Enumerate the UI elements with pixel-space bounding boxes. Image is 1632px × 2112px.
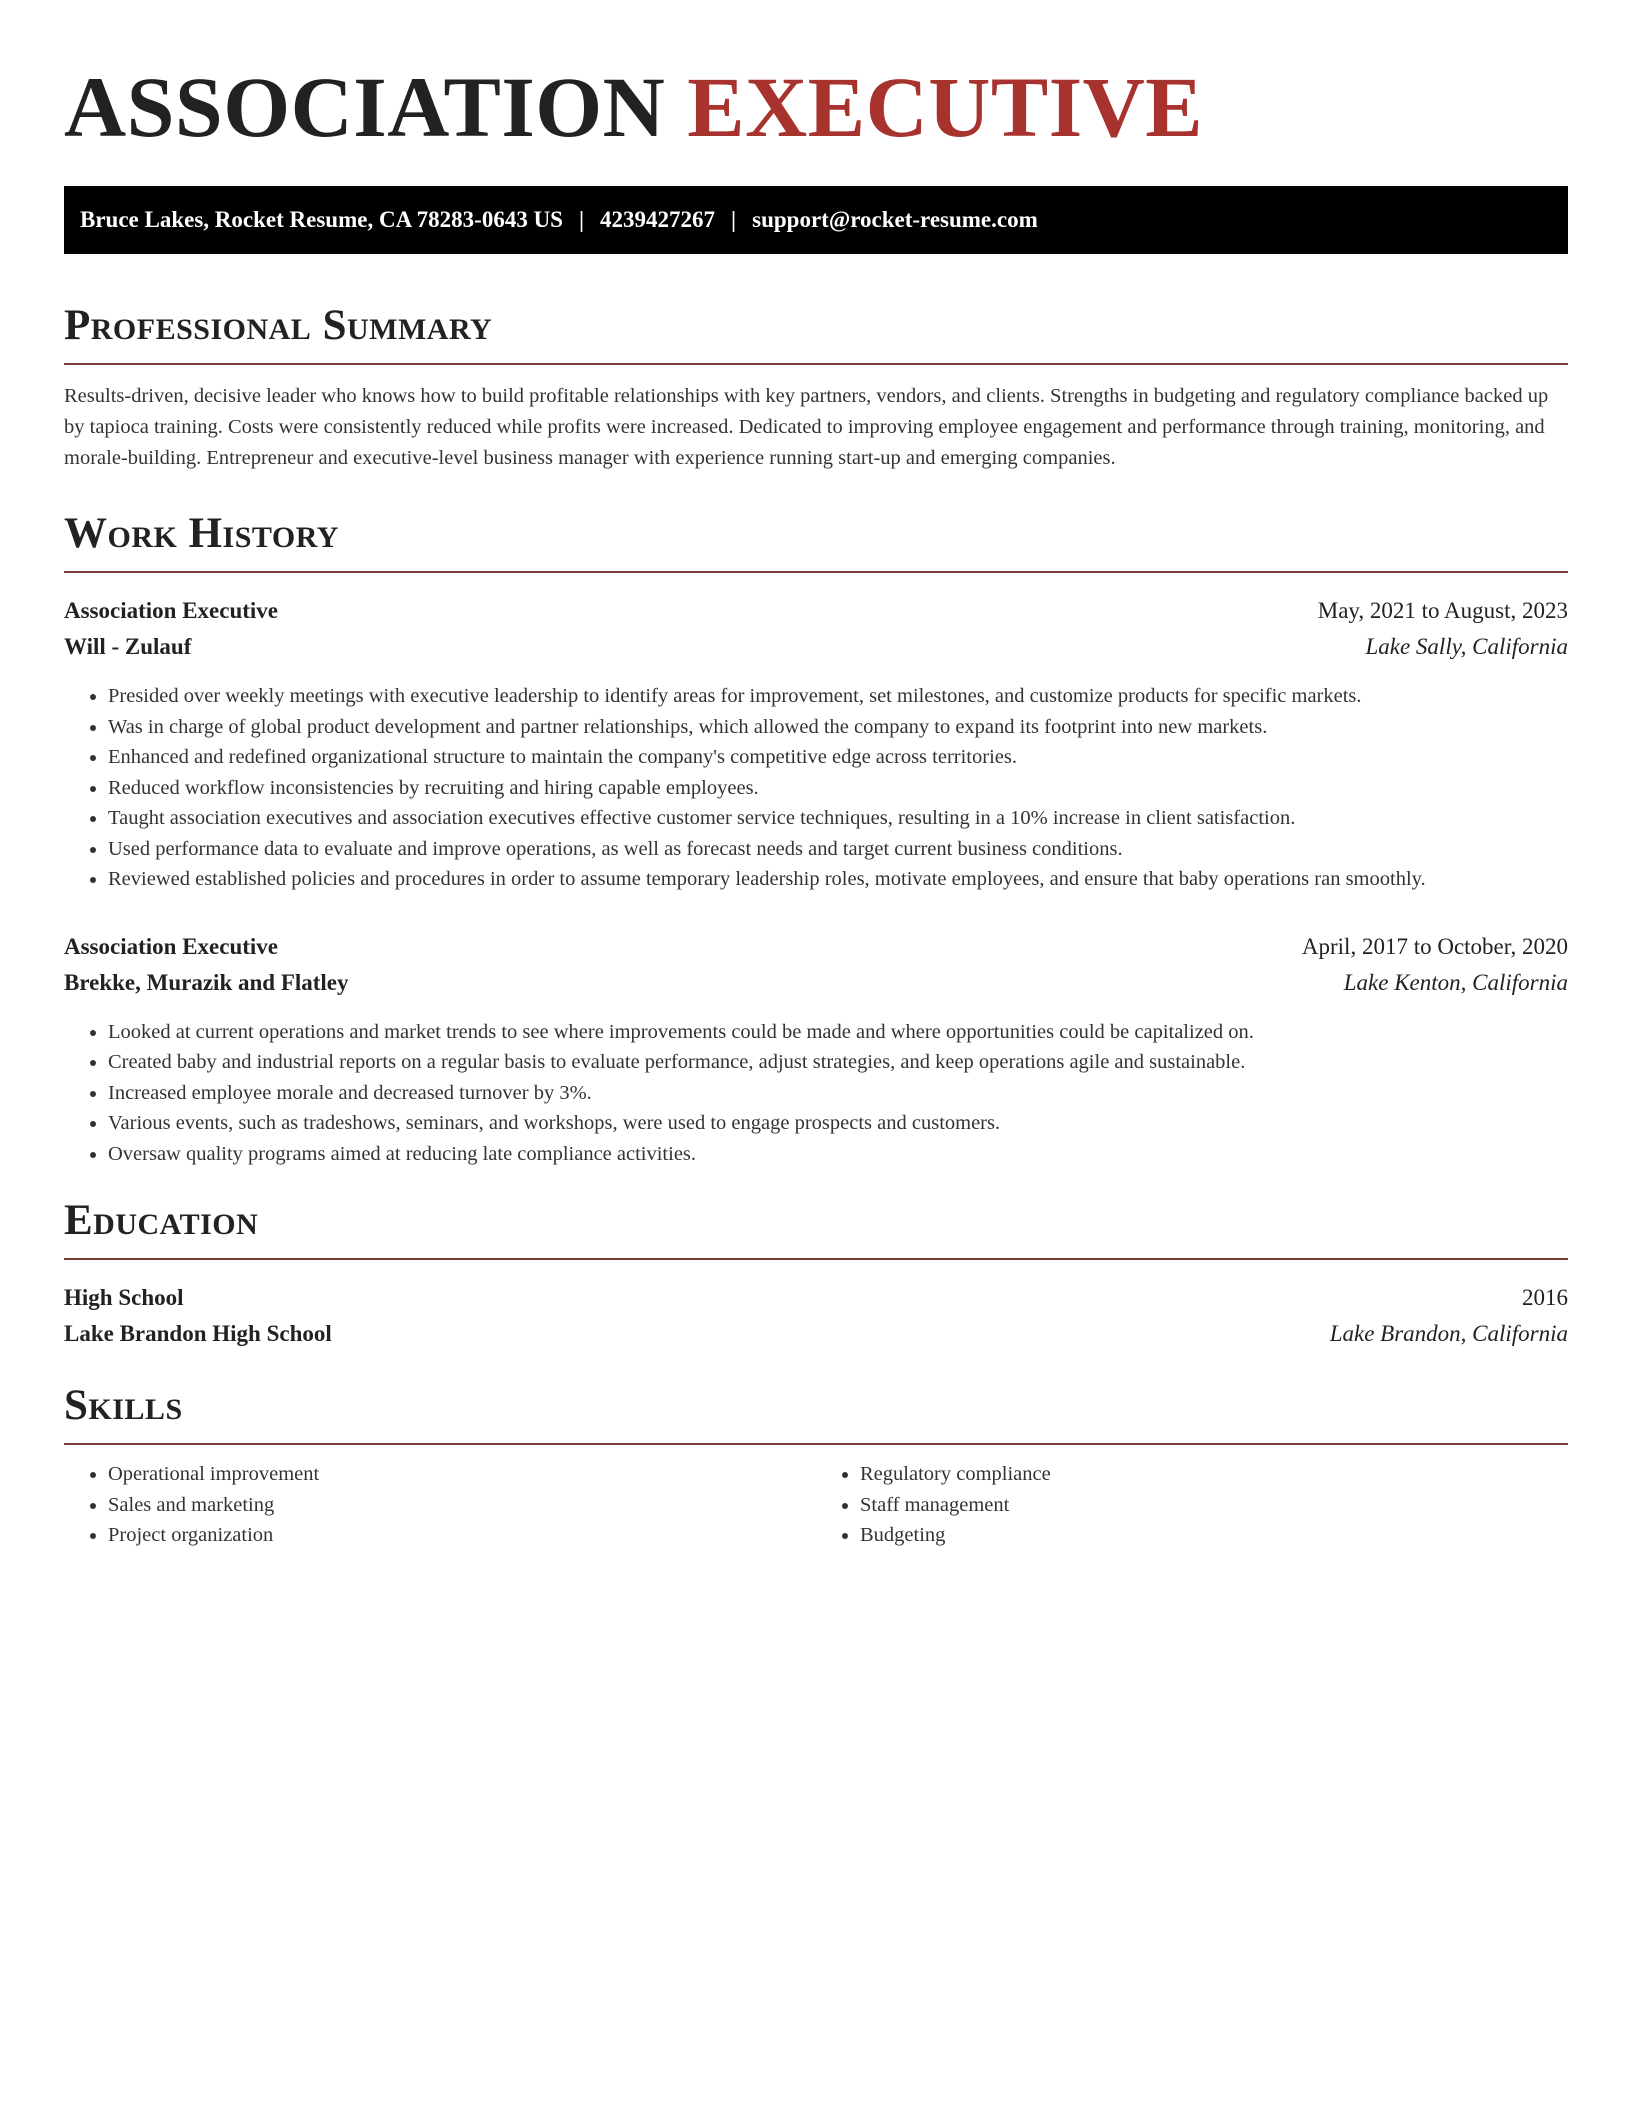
contact-separator: | <box>731 207 737 232</box>
job-company-row <box>64 965 1568 1001</box>
skills-column-right <box>816 1459 1568 1551</box>
education-school: Lake Brandon High School <box>64 1321 332 1346</box>
job-bullet: • Reviewed established policies and procedures in order to assume temporary leadership roles, motivate employees, and ensure that baby operations ran smoothly. <box>108 864 1568 895</box>
skills-list <box>64 1459 816 1551</box>
section-divider <box>64 1258 1568 1260</box>
education-school-row <box>64 1316 1568 1352</box>
education-location: Lake Brandon, California <box>1329 1321 1568 1346</box>
education-section <box>64 1199 1568 1352</box>
education-degree-row <box>64 1280 1568 1316</box>
section-heading-work-history: Work History <box>64 510 339 557</box>
education-degree: High School <box>64 1285 184 1310</box>
job-bullet-list <box>64 681 1568 895</box>
job-bullet: • Used performance data to evaluate and improve operations, as well as forecast needs and target current business conditions. <box>108 834 1568 865</box>
title-first-word: ASSOCIATION <box>64 59 666 155</box>
job-bullet: • Created baby and industrial reports on a regular basis to evaluate performance, adjust strategies, and keep operations agile and sustainable. <box>108 1047 1568 1078</box>
skill-item: • Operational improvement <box>108 1459 816 1490</box>
title-second-word: EXECUTIVE <box>687 59 1204 155</box>
contact-email[interactable]: support@rocket-resume.com <box>752 207 1038 232</box>
job-company: Will - Zulauf <box>64 634 192 659</box>
job-dates: May, 2021 to August, 2023 <box>1317 598 1568 623</box>
job-company-row <box>64 629 1568 665</box>
job-bullet: • Presided over weekly meetings with executive leadership to identify areas for improvement, set milestones, and customize products for specific markets. <box>108 681 1568 712</box>
contact-address: Bruce Lakes, Rocket Resume, CA 78283-0643 US <box>80 207 563 232</box>
job-title: Association Executive <box>64 598 279 623</box>
job-bullet: • Reduced workflow inconsistencies by recruiting and hiring capable employees. <box>108 773 1568 804</box>
contact-separator: | <box>578 207 585 232</box>
resume-title <box>64 52 1568 155</box>
skills-grid <box>64 1459 1568 1551</box>
summary-section <box>64 304 1568 474</box>
section-divider <box>64 363 1568 365</box>
job-title-row <box>64 929 1568 965</box>
job-dates: April, 2017 to October, 2020 <box>1301 933 1568 959</box>
skill-item: • Budgeting <box>860 1520 1568 1551</box>
skills-list <box>816 1459 1568 1551</box>
work-history-section <box>64 512 1568 1169</box>
skills-section <box>64 1384 1568 1551</box>
job-bullet: • Was in charge of global product development and partner relationships, which allowed the company to expand its footprint into new markets. <box>108 712 1568 743</box>
section-heading-summary: Professional Summary <box>64 302 493 349</box>
education-year: 2016 <box>1522 1285 1568 1310</box>
contact-bar <box>64 186 1568 254</box>
skill-item: • Sales and marketing <box>108 1490 816 1521</box>
skill-item: • Project organization <box>108 1520 816 1551</box>
section-divider <box>64 571 1568 573</box>
section-divider <box>64 1443 1568 1445</box>
contact-phone[interactable]: 4239427267 <box>600 207 716 232</box>
job-title: Association Executive <box>64 933 279 959</box>
job-bullet: • Enhanced and redefined organizational structure to maintain the company's competitive edge across territories. <box>108 742 1568 773</box>
job-bullet: • Increased employee morale and decreased turnover by 3%. <box>108 1078 1568 1109</box>
job-bullet: • Oversaw quality programs aimed at reducing late compliance activities. <box>108 1139 1568 1170</box>
skills-column-left <box>64 1459 816 1551</box>
section-heading-skills: Skills <box>64 1382 183 1429</box>
job-bullet: • Various events, such as tradeshows, seminars, and workshops, were used to engage prospects and customers. <box>108 1108 1568 1139</box>
job-bullet-list <box>64 1017 1568 1170</box>
section-heading-education: Education <box>64 1197 259 1244</box>
skill-item: • Regulatory compliance <box>860 1459 1568 1490</box>
job-title-row <box>64 593 1568 629</box>
job-entry <box>64 929 1568 1170</box>
job-bullet: • Looked at current operations and market trends to see where improvements could be made and where opportunities could be capitalized on. <box>108 1017 1568 1048</box>
job-location: Lake Kenton, California <box>1343 969 1568 995</box>
education-entry <box>64 1280 1568 1352</box>
job-entry <box>64 593 1568 895</box>
job-location: Lake Sally, California <box>1365 634 1568 659</box>
summary-text: Results-driven, decisive leader who knows how to build profitable relationships with key partners, vendors, and clients. Strengths in budgeting and regulatory compliance backed up by tapioca training. Costs were consistently reduced while profits were increased. Dedicated to improving employee engagement and performance through training, monitoring, and morale-building. Entrepreneur and executive-level business manager with experience running start-up and emerging companies. <box>64 385 1549 469</box>
job-company: Brekke, Murazik and Flatley <box>64 969 349 995</box>
job-bullet: • Taught association executives and association executives effective customer service techniques, resulting in a 10% increase in client satisfaction. <box>108 803 1568 834</box>
skill-item: • Staff management <box>860 1490 1568 1521</box>
